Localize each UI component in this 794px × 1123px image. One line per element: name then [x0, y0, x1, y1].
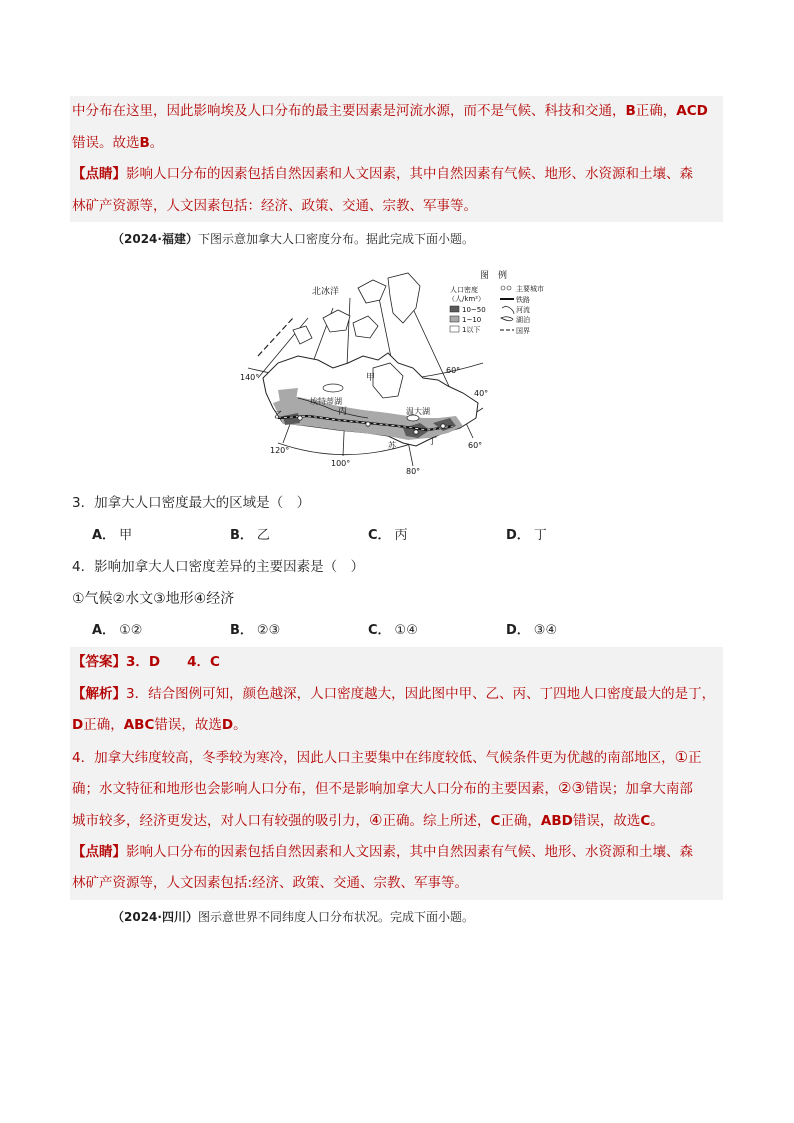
answer-block [70, 647, 723, 900]
border-alaska [258, 318, 293, 356]
arctic-island [323, 310, 350, 332]
city-marker [298, 416, 302, 420]
legend-city-icon [501, 286, 505, 290]
longitude-label-60: 60° [468, 441, 483, 450]
region-label-jia: 甲 [366, 373, 376, 383]
explanation-block-1 [70, 96, 723, 222]
latitude-label-60: 60° [446, 366, 461, 375]
analysis-line: D正确，ABC错误，故选D。 [72, 717, 247, 734]
legend-density-low: 1以下 [462, 326, 481, 334]
lake-label: 埃特蒂湖 [310, 397, 342, 406]
option-a[interactable]: A． 甲 [92, 528, 133, 543]
tip-line: 【点睛】影响人口分布的因素包括自然因素和人文因素，其中自然因素有气候、地形、水资源和土壤、森 [72, 166, 693, 183]
legend-swatch-mid [450, 316, 459, 322]
density-mid-zone [278, 388, 298, 402]
longitude-label-140: 140° [240, 373, 260, 382]
legend-river-icon [502, 307, 514, 315]
option-c[interactable]: C． ①④ [368, 623, 418, 638]
option-a[interactable]: A． ①② [92, 623, 143, 638]
legend-swatch-high [450, 306, 459, 312]
question-3-stem: 3．加拿大人口密度最大的区域是（ ） [72, 495, 311, 511]
option-d[interactable]: D． ③④ [506, 623, 558, 638]
analysis-line: 城市较多，经济更发达，对人口有较强的吸引力，④正确。综上所述，C正确，ABD错误，故选C。 [72, 810, 664, 829]
question-intro: （2024·四川）图示意世界不同纬度人口分布状况。完成下面小题。 [112, 910, 474, 924]
arctic-island [358, 280, 386, 303]
arctic-island [388, 273, 420, 323]
legend-swatch-low [450, 326, 459, 332]
legend-railway: 铁路 [516, 296, 530, 304]
legend-river: 河流 [516, 306, 530, 314]
region-label-ding: 丁 [428, 437, 438, 447]
legend-lake-icon [501, 317, 513, 321]
longitude-label-120: 120° [270, 446, 290, 455]
region-label-yi: 乙 [274, 411, 284, 421]
longitude-label-80: 80° [406, 467, 421, 476]
analysis-line: 【解析】3．结合图例可知，颜色越深，人口密度越大，因此图中甲、乙、丙、丁四地人口密度最大的是丁， [72, 685, 716, 702]
city-marker [366, 422, 370, 426]
tip-line: 【点睛】影响人口分布的因素包括自然因素和人文因素，其中自然因素有气候、地形、水资源和土壤、森 [72, 843, 693, 860]
legend-lake: 湖泊 [516, 316, 530, 324]
region-label-bing: 丙 [338, 407, 348, 417]
tip-line: 林矿产资源等，人文因素包括：经济、政策、交通、宗教、军事等。 [72, 197, 477, 214]
question-3-options [70, 520, 644, 552]
option-b[interactable]: B． 乙 [230, 528, 270, 543]
explanation-line: 中分布在这里，因此影响埃及人口分布的最主要因素是河流水源，而不是气候、科技和交通，B正确，ACD [72, 103, 708, 119]
city-marker [414, 430, 418, 434]
map-legend [448, 269, 544, 335]
option-d[interactable]: D． 丁 [506, 528, 547, 543]
option-c[interactable]: C． 丙 [368, 528, 408, 543]
analysis-line: 4．加拿大纬度较高，冬季较为寒冷，因此人口主要集中在纬度较低、气候条件更为优越的南部地区，①正 [72, 747, 702, 766]
legend-density-unit: （人/km²） [448, 295, 486, 303]
legend-city: 主要城市 [516, 285, 544, 293]
option-b[interactable]: B． ②③ [230, 623, 281, 638]
legend-density-mid: 1~10 [462, 316, 482, 324]
legend-city-icon [507, 286, 511, 290]
analysis-line: 确；水文特征和地形也会影响人口分布，但不是影响加拿大人口分布的主要因素，②③错误；加拿大南部 [72, 779, 693, 798]
legend-density-high: 10~50 [462, 306, 486, 314]
question-intro: （2024·福建）下图示意加拿大人口密度分布。据此完成下面小题。 [112, 232, 474, 246]
answer-line: 【答案】3．D 4．C [72, 654, 220, 670]
canada-population-density-map [238, 268, 560, 478]
city-marker [441, 424, 445, 428]
question-4-factors: ①气候②水文③地形④经济 [72, 591, 235, 607]
latitude-label-40: 40° [474, 389, 489, 398]
question-4-options [70, 615, 644, 647]
lake [323, 384, 343, 392]
legend-density-title: 人口密度 [450, 286, 478, 294]
legend-border: 国界 [516, 327, 530, 335]
lake-label: 温大湖 [406, 407, 430, 416]
explanation-line: 错误。故选B。 [72, 134, 164, 151]
longitude-label-100: 100° [331, 459, 351, 468]
legend-title: 图 例 [480, 271, 508, 281]
tip-line: 林矿产资源等，人文因素包括:经济、政策、交通、宗教、军事等。 [72, 875, 469, 892]
ocean-label: 北冰洋 [312, 287, 340, 297]
question-4-stem: 4．影响加拿大人口密度差异的主要因素是（ ） [72, 559, 365, 575]
arctic-island [353, 316, 378, 338]
lake-label: 苏 [388, 441, 396, 450]
arctic-island [293, 326, 312, 344]
